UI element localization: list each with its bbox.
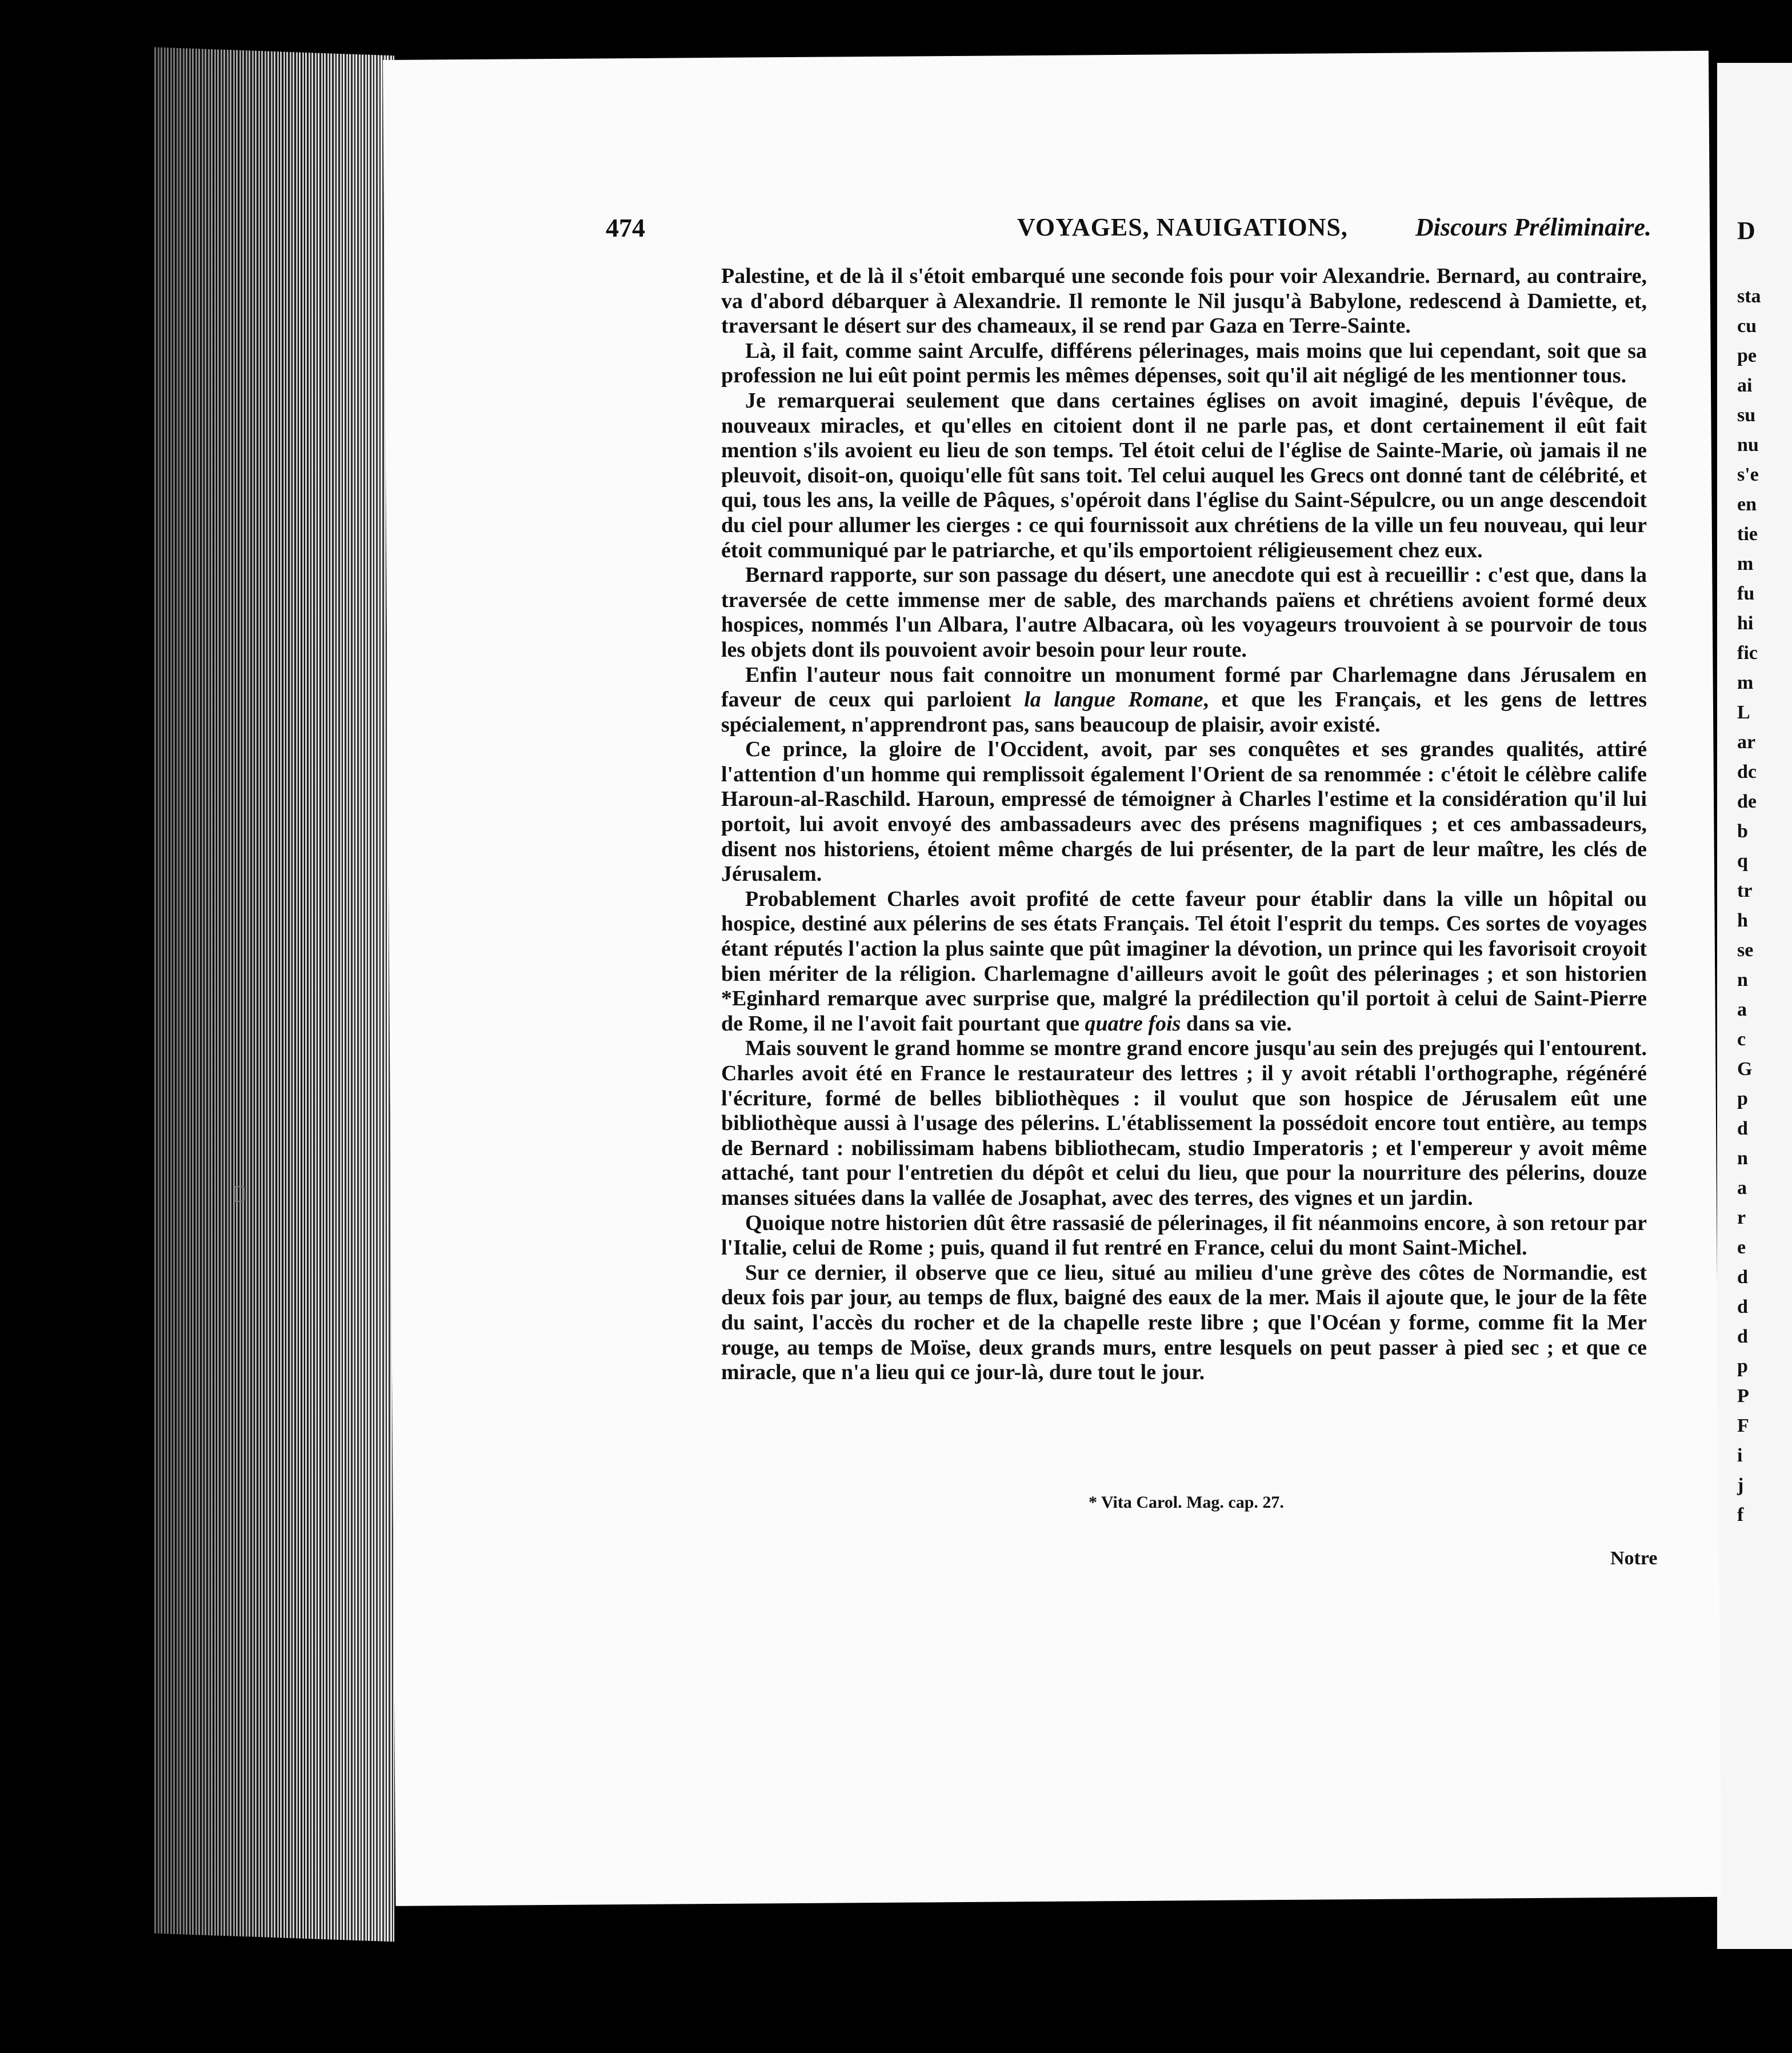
facing-page-line-fragment: en: [1737, 494, 1757, 515]
paragraph: [721, 663, 1647, 738]
facing-page-line-fragment: n: [1737, 1148, 1748, 1169]
facing-page-line-fragment: q: [1737, 850, 1748, 872]
footnote: * Vita Carol. Mag. cap. 27.: [1089, 1493, 1284, 1512]
paragraph-italic-text: la langue Romane: [1024, 688, 1203, 712]
facing-page-line-fragment: dc: [1737, 761, 1757, 782]
facing-page-line-fragment: r: [1737, 1207, 1746, 1228]
facing-page-line-fragment: pe: [1737, 345, 1757, 366]
body-text: [721, 264, 1647, 1385]
facing-page-line-fragment: d: [1737, 1296, 1748, 1317]
paragraph-text: Probablement Charles avoit profité de cette faveur pour établir dans la ville un hôpital ou hospice, destiné aux pélerins de ses états Français. Tel étoit l'esprit du temps. Ces sortes de voyages étant réputés l'action la plus sainte que pût imaginer la dévotion, un prince qui les favorisoit croyoit bien mériter de la réligion. Charlemagne d'ailleurs avoit le goût des pélerinages ; et son historien *Eginhard remarque avec surprise que, malgré la prédilection qu'il portoit à celui de Saint-Pierre de Rome, il ne l'avoit fait pourtant que: [721, 886, 1647, 1036]
facing-page-line-fragment: a: [1737, 999, 1747, 1020]
paragraph: Là, il fait, comme saint Arculfe, différens pélerinages, mais moins que lui cependant, soit que sa profession ne lui eût point permis les mêmes dépenses, soit qu'il ait négligé de les mentionner tous.: [721, 338, 1647, 388]
paragraph-italic-text: quatre fois: [1085, 1011, 1181, 1036]
facing-page-line-fragment: hi: [1737, 613, 1754, 634]
facing-page-line-fragment: ar: [1737, 732, 1756, 753]
paragraph: Je remarquerai seulement que dans certaines églises on avoit imaginé, depuis l'évêque, de nouveaux miracles, et qu'elles en citoient dont il ne parle pas, et dont certainement il eût fait mention s'ils avoient eu lieu de son temps. Tel étoit celui de l'église de Sainte-Marie, où jamais il ne pleuvoit, disoit-on, quoiqu'elle fût sans toit. Tel celui auquel les Grecs ont donné tant de célébrité, et qui, tous les ans, la veille de Pâques, s'opéroit dans l'église du Saint-Sépulcre, ou un ange descendoit du ciel pour allumer les cierges : ce qui fournissoit aux chrétiens de la ville un feu nouveau, qui leur étoit communiqué par le patriarche, et qu'ils emportoient réligieusement chez eux.: [721, 388, 1647, 562]
paragraph: Bernard rapporte, sur son passage du désert, une anecdote qui est à recueillir : c'est que, dans la traversée de cette immense mer de sable, des marchands païens et chrétiens avoient formé deux hospices, nommés l'un Albara, l'autre Albacara, où les voyageurs trouvoient à se pourvoir de tous les objets dont ils pouvoient avoir besoin pour leur route.: [721, 563, 1647, 662]
facing-page-line-fragment: tie: [1737, 524, 1758, 545]
page-number: 474: [606, 213, 645, 242]
running-title: VOYAGES, NAUIGATIONS,: [1017, 213, 1348, 241]
facing-page-line-fragment: n: [1737, 969, 1748, 990]
facing-page-line-fragment: p: [1737, 1088, 1748, 1109]
facing-page-line-fragment: F: [1737, 1415, 1749, 1436]
facing-page-line-fragment: d: [1737, 1326, 1748, 1347]
facing-page-line-fragment: fu: [1737, 583, 1755, 604]
facing-page-line-fragment: d: [1737, 1267, 1748, 1288]
paragraph: Mais souvent le grand homme se montre grand encore jusqu'au sein des prejugés qui l'entourent. Charles avoit été en France le restaurateur des lettres ; il y avoit rétabli l'orthographe, régénéré l'écriture, formé de belles bibliothèques : il voulut que son hospice de Jérusalem eût une bibliothèque aussi à l'usage des pélerins. L'établissement la possédoit encore tout entière, au temps de Bernard : nobilissimam habens bibliothecam, studio Imperatoris ; et l'empereur y avoit même attaché, tant pour l'entretien du dépôt et celui du lieu, que pour la nourriture des pélerins, douze manses situées dans la vallée de Josaphat, avec des terres, des vignes et un jardin.: [721, 1036, 1647, 1210]
facing-page-line-fragment: cu: [1737, 315, 1757, 337]
facing-page-line-fragment: d: [1737, 1118, 1748, 1139]
paragraph: Palestine, et de là il s'étoit embarqué une seconde fois pour voir Alexandrie. Bernard, au contraire, va d'abord débarquer à Alexandrie. Il remonte le Nil jusqu'à Babylone, redescend à Damiette, et, traversant le désert sur des chameaux, il se rend par Gaza en Terre-Sainte.: [721, 264, 1647, 338]
page-header: [606, 213, 1651, 247]
facing-page-line-fragment: e: [1737, 1237, 1746, 1258]
facing-page-line-fragment: s'e: [1737, 464, 1759, 485]
facing-page-line-fragment: su: [1737, 405, 1756, 426]
facing-page-line-fragment: sta: [1737, 286, 1761, 307]
facing-page-line-fragment: h: [1737, 910, 1748, 931]
paragraph: [721, 887, 1647, 1037]
paragraph-text: , et que les Français, et les gens de lettres spécialement, n'apprendront pas, sans beaucoup de plaisir, avoir existé.: [721, 688, 1647, 737]
facing-page-header-fragment: D: [1737, 217, 1755, 245]
catchword: Notre: [1610, 1548, 1658, 1569]
facing-page-line-fragment: c: [1737, 1029, 1746, 1050]
facing-page-line-fragment: p: [1737, 1356, 1748, 1377]
paragraph: Quoique notre historien dût être rassasié de pélerinages, il fit néanmoins encore, à son retour par l'Italie, celui de Rome ; puis, quand il fut rentré en France, celui du mont Saint-Michel.: [721, 1211, 1647, 1260]
page-edges-shadow: [154, 47, 394, 1942]
paragraph-text: Enfin l'auteur nous fait connoitre un monument formé par Charlemagne dans Jérusalem en faveur de ceux qui parloient: [721, 662, 1647, 712]
facing-page-line-fragment: L: [1737, 702, 1750, 723]
facing-page-line-fragment: G: [1737, 1059, 1753, 1080]
facing-page-line-fragment: j: [1737, 1475, 1744, 1496]
page-edge-mark: [234, 1186, 245, 1202]
facing-page-line-fragment: b: [1737, 821, 1748, 842]
facing-page-line-fragment: de: [1737, 791, 1757, 812]
paragraph-text: dans sa vie.: [1181, 1011, 1292, 1036]
facing-page-line-fragment: f: [1737, 1504, 1744, 1525]
facing-page-line-fragment: i: [1737, 1445, 1743, 1466]
facing-page-line-fragment: tr: [1737, 880, 1753, 901]
facing-page-line-fragment: nu: [1737, 434, 1759, 456]
facing-page-line-fragment: ai: [1737, 375, 1753, 396]
facing-page-line-fragment: P: [1737, 1385, 1749, 1407]
facing-page-line-fragment: se: [1737, 940, 1754, 961]
facing-page-line-fragment: m: [1737, 672, 1754, 693]
facing-page-line-fragment: a: [1737, 1177, 1747, 1199]
paragraph: Sur ce dernier, il observe que ce lieu, situé au milieu d'une grève des côtes de Normandie, est deux fois par jour, au temps de flux, baigné des eaux de la mer. Mais il ajoute que, le jour de la fête du saint, l'accès du rocher et de la chapelle reste libre ; que l'Océan y forme, comme fit la Mer rouge, au temps de Moïse, deux grands murs, entre lesquels on peut passer à pied sec ; et que ce miracle, que n'a lieu qui ce jour-là, dure tout le jour.: [721, 1260, 1647, 1385]
facing-page-line-fragment: fic: [1737, 642, 1758, 664]
paragraph: Ce prince, la gloire de l'Occident, avoit, par ses conquêtes et ses grandes qualités, attiré l'attention d'un homme qui remplissoit également l'Orient de sa renommée : c'étoit le célèbre calife Haroun-al-Raschild. Haroun, empressé de témoigner à Charles l'estime et la considération qu'il lui portoit, lui avoit envoyé des ambassadeurs avec des présens magnifiques ; et ces ambassadeurs, disent nos historiens, étoient même chargés de lui présenter, de la part de leur maître, les clés de Jérusalem.: [721, 737, 1647, 886]
facing-page-line-fragment: m: [1737, 553, 1754, 574]
running-section: Discours Préliminaire.: [1415, 213, 1651, 241]
